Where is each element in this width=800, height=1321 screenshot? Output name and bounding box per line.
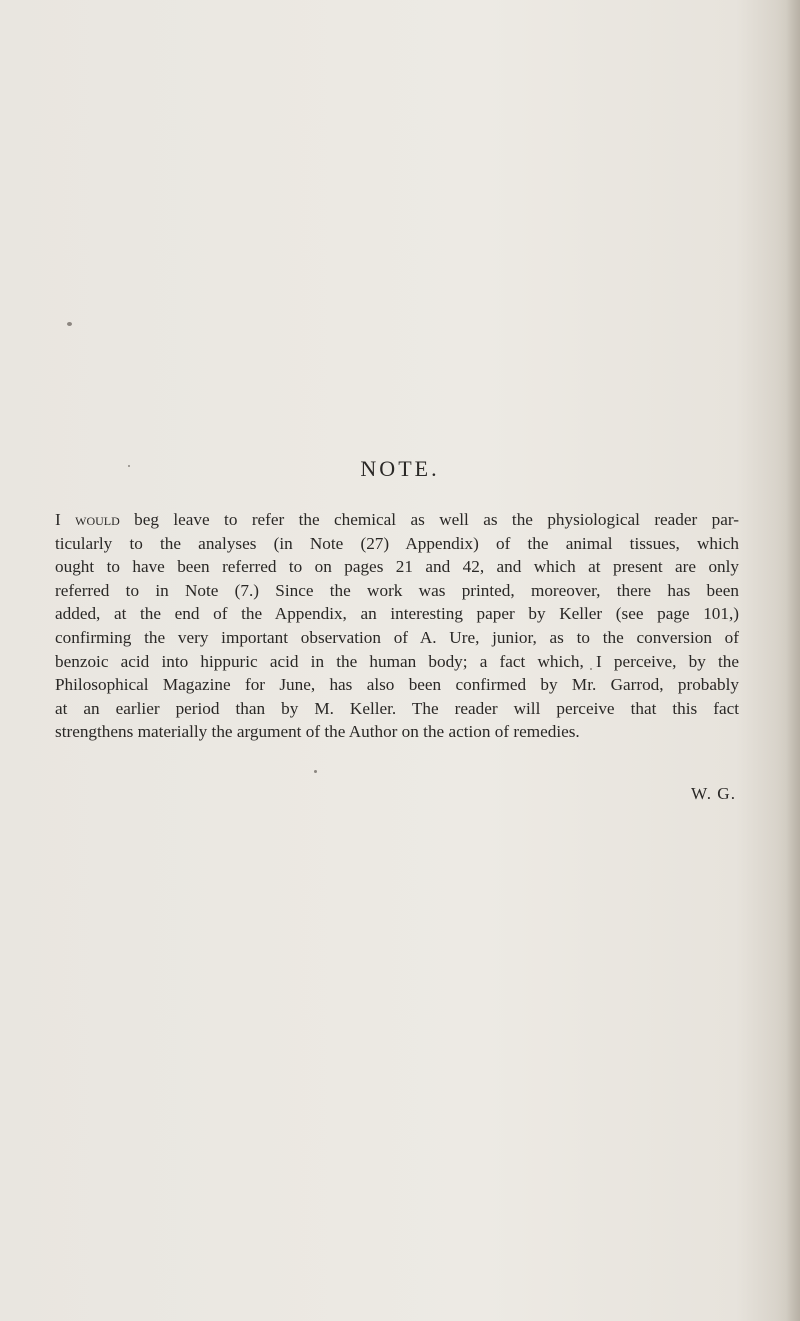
note-paragraph <box>55 508 739 744</box>
paragraph-line: at an earlier period than by M. Keller. The reader will perceive that this fact <box>55 698 739 718</box>
paper-speck <box>67 322 72 326</box>
paragraph-line: referred to in Note (7.) Since the work was printed, moreover, there has been <box>55 580 739 600</box>
paragraph-line: strengthens materially the argument of the Author on the action of remedies. <box>55 722 580 742</box>
page-edge-shadow <box>786 0 800 1321</box>
paper-speck <box>314 770 317 773</box>
paragraph-line: Philosophical Magazine for June, has also been confirmed by Mr. Garrod, probably <box>55 675 739 695</box>
paragraph-line: benzoic acid into hippuric acid in the human body; a fact which, I perceive, by the <box>55 651 739 671</box>
page-title: NOTE. <box>360 456 440 481</box>
drop-word: I would <box>55 510 120 529</box>
paragraph-line: confirming the very important observation of A. Ure, junior, as to the conversion of <box>55 627 739 647</box>
paragraph-line: I would beg leave to refer the chemical as well as the physiological reader par- <box>55 510 739 529</box>
paragraph-line: ticularly to the analyses (in Note (27) Appendix) of the animal tissues, which <box>55 533 739 553</box>
paragraph-line: ought to have been referred to on pages 21 and 42, and which at present are only <box>55 557 739 577</box>
signature-initials: W. G. <box>691 784 736 803</box>
paragraph-line: added, at the end of the Appendix, an interesting paper by Keller (see page 101,) <box>55 604 739 624</box>
